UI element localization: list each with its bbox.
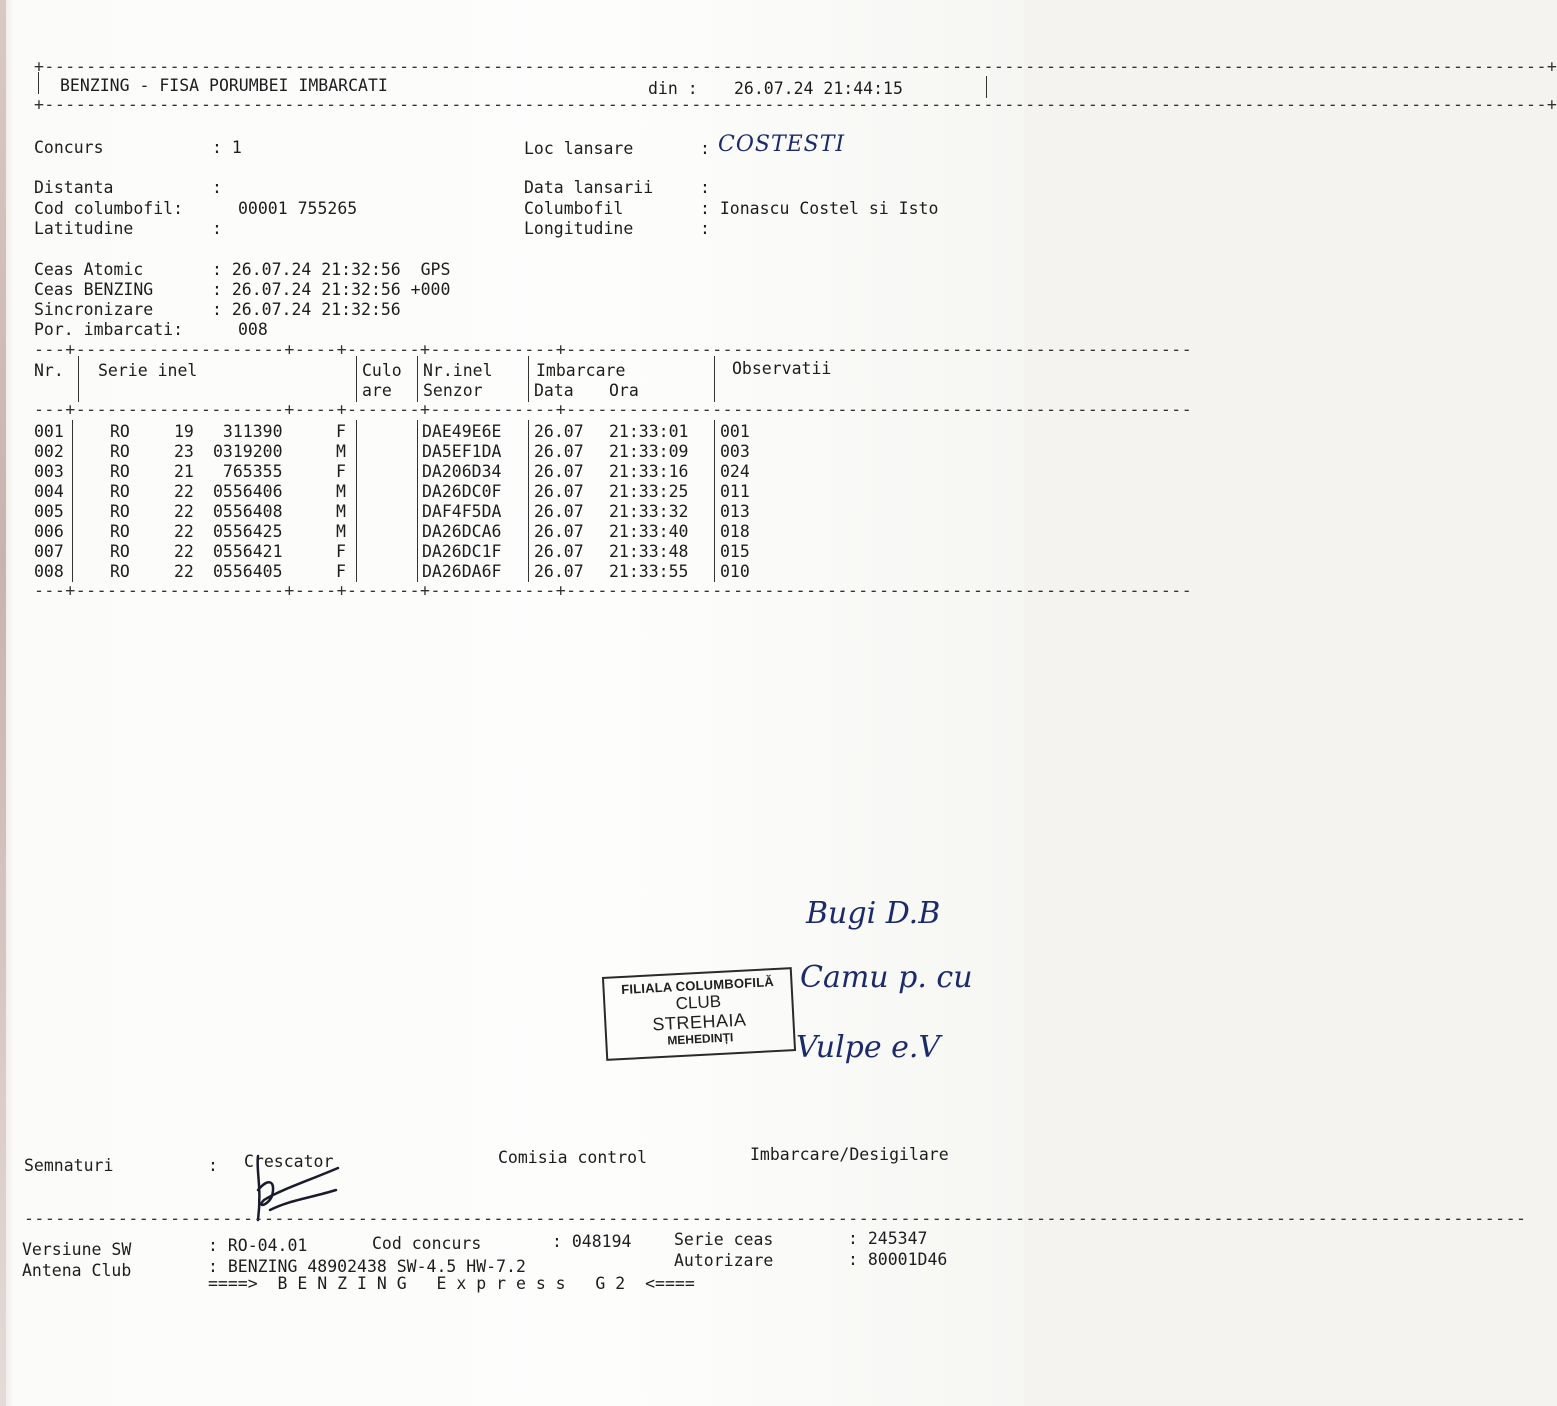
row-country: RO <box>110 562 130 581</box>
table-row <box>0 442 1024 462</box>
row-country: RO <box>110 502 130 521</box>
table-header-bottom-border: ---+--------------------+----+-------+------------+------------------------------------------------------------ <box>34 400 1193 419</box>
row-date: 26.07 <box>534 422 584 441</box>
col-sep-5 <box>714 356 715 402</box>
row-date: 26.07 <box>534 522 584 541</box>
row-ring: 0556408 <box>213 502 283 521</box>
por-imbarcati-label: Por. imbarcati: <box>34 320 184 339</box>
table-top-border: ---+--------------------+----+-------+------------+------------------------------------------------------------ <box>34 340 1193 359</box>
row-nr: 008 <box>34 562 64 581</box>
ceas-atomic-label: Ceas Atomic <box>34 260 144 279</box>
col-header-observatii: Observatii <box>732 359 832 378</box>
crescator-label: Crescator <box>244 1152 334 1171</box>
col-header-nr: Nr. <box>34 361 64 380</box>
col-header-nrinel-1: Nr.inel <box>423 361 493 380</box>
paper-edge <box>0 0 6 1406</box>
header-left-bar <box>38 72 39 94</box>
table-row <box>0 522 1024 542</box>
autorizare-label: Autorizare <box>674 1251 774 1270</box>
serie-ceas-label: Serie ceas <box>674 1230 774 1249</box>
row-country: RO <box>110 542 130 561</box>
antena-club-value: : BENZING 48902438 SW-4.5 HW-7.2 <box>208 1257 526 1276</box>
row-nr: 002 <box>34 442 64 461</box>
row-year: 22 <box>174 562 194 581</box>
row-ring: 0319200 <box>213 442 283 461</box>
col-sep-2 <box>356 356 357 402</box>
row-date: 26.07 <box>534 542 584 561</box>
row-sex: M <box>336 442 346 461</box>
row-sensor: DA26DCA6 <box>422 522 502 541</box>
row-sex: F <box>336 542 346 561</box>
table-bottom-border: ---+--------------------+----+-------+------------+------------------------------------------------------------ <box>34 581 1193 600</box>
row-time: 21:33:40 <box>609 522 689 541</box>
row-sensor: DA5EF1DA <box>422 442 502 461</box>
row-sensor: DA26DC1F <box>422 542 502 561</box>
table-row <box>0 562 1024 582</box>
semnaturi-label: Semnaturi <box>24 1156 114 1175</box>
col-sep-4 <box>528 356 529 402</box>
row-date: 26.07 <box>534 502 584 521</box>
col-header-culoare-2: are <box>362 381 392 400</box>
distanta-label: Distanta <box>34 178 114 197</box>
latitudine-value: : <box>212 219 222 238</box>
row-ring: 765355 <box>213 462 283 481</box>
row-date: 26.07 <box>534 462 584 481</box>
row-country: RO <box>110 522 130 541</box>
col-sep-3 <box>417 356 418 402</box>
table-row <box>0 542 1024 562</box>
row-ring: 0556405 <box>213 562 283 581</box>
row-year: 22 <box>174 522 194 541</box>
row-time: 21:33:16 <box>609 462 689 481</box>
header-top-border: +------------------------------------------------------------------------------------------------------------------------------------------------+ <box>34 57 1557 76</box>
col-header-data: Data <box>534 381 574 400</box>
row-nr: 006 <box>34 522 64 541</box>
row-nr: 007 <box>34 542 64 561</box>
form-title: BENZING - FISA PORUMBEI IMBARCATI <box>60 76 388 95</box>
ceas-benzing-label: Ceas BENZING <box>34 280 154 299</box>
longitudine-label: Longitudine <box>524 219 634 238</box>
date-value: 26.07.24 21:44:15 <box>734 79 903 98</box>
row-ring: 0556406 <box>213 482 283 501</box>
row-year: 22 <box>174 482 194 501</box>
cod-concurs-label: Cod concurs <box>372 1234 482 1253</box>
date-label: din : <box>648 79 698 98</box>
cod-columbofil-value: 00001 755265 <box>238 199 358 218</box>
columbofil-value: : Ionascu Costel si Isto <box>700 199 939 218</box>
club-stamp <box>602 967 796 1061</box>
row-obs: 001 <box>720 422 750 441</box>
row-country: RO <box>110 422 130 441</box>
row-ring: 311390 <box>213 422 283 441</box>
col-header-nrinel-2: Senzor <box>423 381 483 400</box>
distanta-value: : <box>212 178 222 197</box>
stamp-line-4: MEHEDINȚI <box>666 1030 734 1048</box>
longitudine-value: : <box>700 219 710 238</box>
row-year: 22 <box>174 542 194 561</box>
col-header-ora: Ora <box>609 381 639 400</box>
row-ring: 0556421 <box>213 542 283 561</box>
stamp-line-3: STREHAIA <box>651 1009 747 1035</box>
serie-ceas-value: : 245347 <box>848 1229 928 1248</box>
col-header-serie: Serie inel <box>98 361 198 380</box>
row-time: 21:33:48 <box>609 542 689 561</box>
row-time: 21:33:55 <box>609 562 689 581</box>
row-nr: 003 <box>34 462 64 481</box>
row-time: 21:33:09 <box>609 442 689 461</box>
row-sensor: DA26DC0F <box>422 482 502 501</box>
row-sensor: DAE49E6E <box>422 422 502 441</box>
stamp-line-2: CLUB <box>675 991 722 1014</box>
footer-separator: ------------------------------------------------------------------------------------------------------------------------------------------------ <box>24 1209 1527 1228</box>
latitudine-label: Latitudine <box>34 219 134 238</box>
antena-club-label: Antena Club <box>22 1261 132 1280</box>
concurs-label: Concurs <box>34 138 104 157</box>
table-row <box>0 502 1024 522</box>
handwritten-note-2: Camu p. cu <box>800 960 973 995</box>
stamp-line-1: FILIALA COLUMBOFILĂ <box>620 974 775 998</box>
concurs-value: : 1 <box>212 138 242 157</box>
data-lansarii-label: Data lansarii <box>524 178 654 197</box>
row-time: 21:33:32 <box>609 502 689 521</box>
cod-columbofil-label: Cod columbofil: <box>34 199 184 218</box>
row-nr: 001 <box>34 422 64 441</box>
table-row <box>0 462 1024 482</box>
loc-lansare-label: Loc lansare <box>524 139 634 158</box>
row-date: 26.07 <box>534 482 584 501</box>
row-country: RO <box>110 462 130 481</box>
row-ring: 0556425 <box>213 522 283 541</box>
row-sex: F <box>336 462 346 481</box>
imbarcare-desigilare-label: Imbarcare/Desigilare <box>750 1145 949 1164</box>
loc-lansare-handwritten: COSTESTI <box>718 132 846 157</box>
row-year: 19 <box>174 422 194 441</box>
row-sex: F <box>336 562 346 581</box>
row-year: 23 <box>174 442 194 461</box>
autorizare-value: : 80001D46 <box>848 1250 948 1269</box>
sincronizare-label: Sincronizare <box>34 300 154 319</box>
loc-lansare-sep: : <box>700 139 710 158</box>
semnaturi-sep: : <box>208 1156 218 1175</box>
versiune-sw-label: Versiune SW <box>22 1240 132 1259</box>
cod-concurs-value: : 048194 <box>552 1232 632 1251</box>
benzing-express-banner: ====> B E N Z I N G E x p r e s s G 2 <==== <box>208 1274 695 1293</box>
handwritten-note-3: Vulpe e.V <box>796 1030 941 1065</box>
row-obs: 015 <box>720 542 750 561</box>
row-sensor: DAF4F5DA <box>422 502 502 521</box>
row-date: 26.07 <box>534 442 584 461</box>
row-sensor: DA26DA6F <box>422 562 502 581</box>
columbofil-label: Columbofil <box>524 199 624 218</box>
row-obs: 024 <box>720 462 750 481</box>
row-sensor: DA206D34 <box>422 462 502 481</box>
data-lansarii-value: : <box>700 178 710 197</box>
row-obs: 011 <box>720 482 750 501</box>
col-header-imbarcare: Imbarcare <box>536 361 626 380</box>
table-row <box>0 422 1024 442</box>
ceas-atomic-value: : 26.07.24 21:32:56 GPS <box>212 260 451 279</box>
row-sex: M <box>336 522 346 541</box>
row-sex: M <box>336 502 346 521</box>
table-row <box>0 482 1024 502</box>
row-year: 21 <box>174 462 194 481</box>
comisia-control-label: Comisia control <box>498 1148 648 1167</box>
row-time: 21:33:01 <box>609 422 689 441</box>
row-nr: 004 <box>34 482 64 501</box>
row-time: 21:33:25 <box>609 482 689 501</box>
sincronizare-value: : 26.07.24 21:32:56 <box>212 300 401 319</box>
row-country: RO <box>110 442 130 461</box>
row-nr: 005 <box>34 502 64 521</box>
row-country: RO <box>110 482 130 501</box>
row-obs: 013 <box>720 502 750 521</box>
row-obs: 010 <box>720 562 750 581</box>
header-bottom-border: +------------------------------------------------------------------------------------------------------------------------------------------------+ <box>34 95 1557 114</box>
row-sex: F <box>336 422 346 441</box>
ceas-benzing-value: : 26.07.24 21:32:56 +000 <box>212 280 451 299</box>
row-obs: 018 <box>720 522 750 541</box>
col-header-culoare-1: Culo <box>362 361 402 380</box>
row-year: 22 <box>174 502 194 521</box>
col-sep-1 <box>78 356 79 402</box>
row-date: 26.07 <box>534 562 584 581</box>
row-obs: 003 <box>720 442 750 461</box>
handwritten-note-1: Bugi D.B <box>806 896 941 931</box>
row-sex: M <box>336 482 346 501</box>
versiune-sw-value: : RO-04.01 <box>208 1236 308 1255</box>
por-imbarcati-value: 008 <box>238 320 268 339</box>
